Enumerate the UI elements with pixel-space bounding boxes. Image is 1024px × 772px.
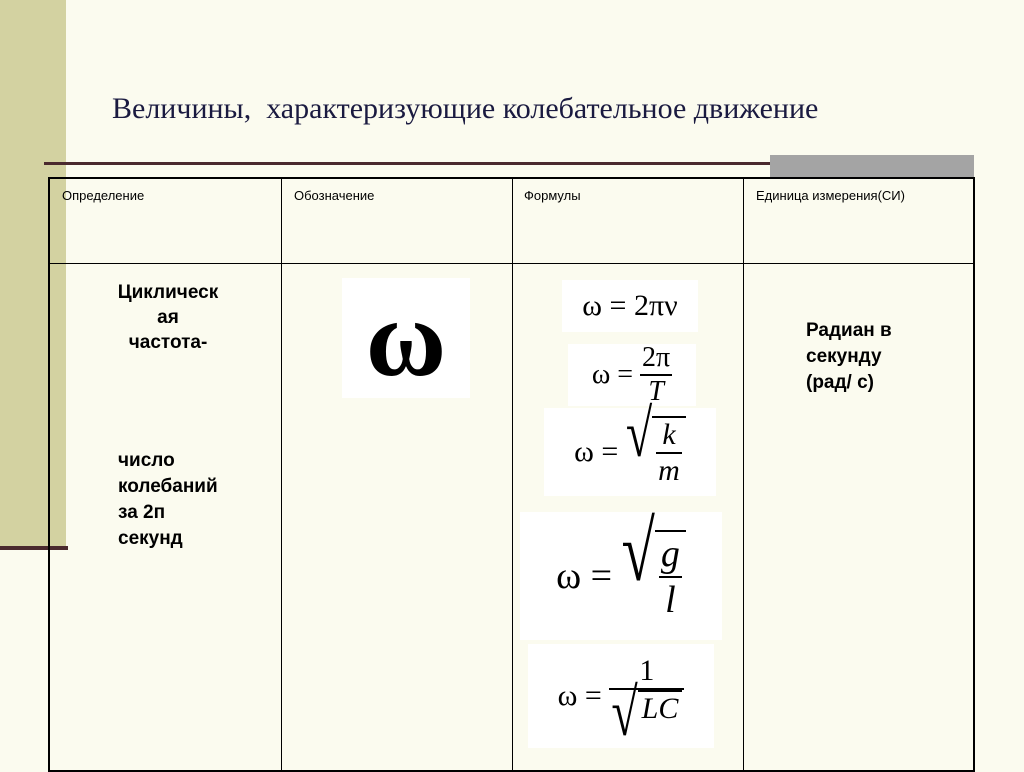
header-definition: Определение [62, 188, 145, 203]
unit-text: Радиан в секунду (рад/ с) [806, 320, 892, 393]
formula-2-numerator: 2π [640, 342, 672, 376]
definition-term: Циклическ ая частота- [117, 282, 219, 353]
formula-3 [544, 397, 716, 496]
formula-2-denominator: T [648, 376, 664, 407]
formula-4-lhs: ω = [556, 555, 613, 597]
formula-3-denominator: m [658, 454, 680, 487]
slide-title: Величины, характеризующие колебательное движение [112, 92, 819, 125]
header-formulas: Формулы [524, 188, 581, 203]
radical-icon: √ [625, 397, 653, 472]
formula-5-numerator: 1 [609, 654, 684, 690]
formula-3-sqrt [625, 397, 686, 488]
formula-4-numerator: g [659, 532, 682, 578]
formula-5 [528, 644, 714, 751]
column-divider [281, 179, 282, 770]
radical-icon: √ [611, 676, 638, 751]
formula-4-denominator: l [665, 579, 676, 621]
header-symbol: Обозначение [294, 188, 375, 203]
definition-description: число колебаний за 2п секунд [118, 450, 218, 549]
formula-5-lhs: ω = [557, 679, 602, 712]
formula-3-lhs: ω = [574, 435, 619, 468]
formula-1 [562, 280, 698, 332]
column-divider [743, 179, 744, 770]
formula-4 [520, 506, 722, 640]
radical-icon: √ [621, 506, 655, 600]
formula-5-denominator: LC [638, 690, 683, 738]
column-divider [512, 179, 513, 770]
symbol-glyph: ω [365, 277, 447, 399]
header-divider [50, 263, 973, 264]
formula-3-numerator: k [656, 418, 682, 454]
formula-2-lhs: ω = [591, 359, 634, 390]
header-unit: Единица измерения(СИ) [756, 188, 905, 203]
title-accent-bar [770, 155, 974, 177]
formula-4-sqrt [621, 506, 686, 622]
formula-1-text: ω = 2πν [582, 289, 678, 322]
formula-5-fraction [609, 654, 684, 751]
symbol-omega [342, 278, 470, 398]
